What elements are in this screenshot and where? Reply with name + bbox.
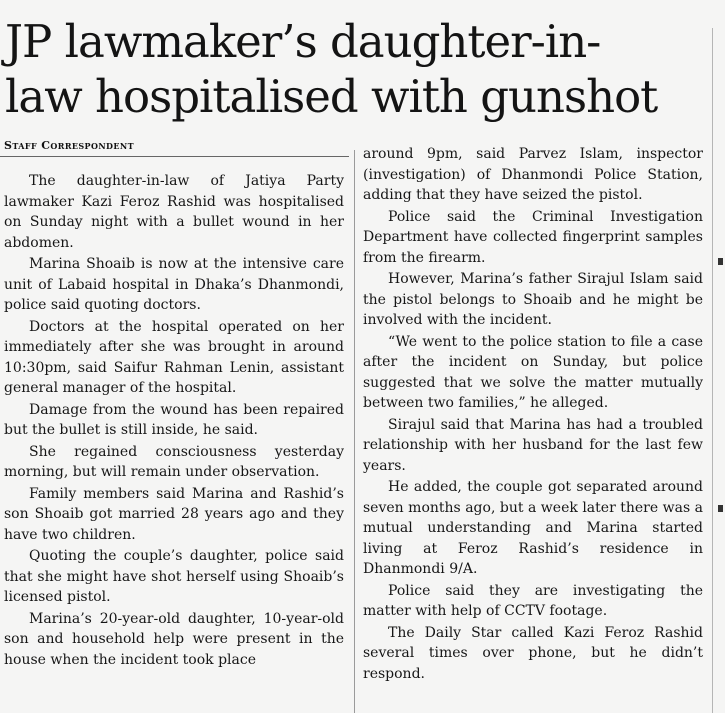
- article-headline: [5, 14, 705, 124]
- paragraph-continued: around 9pm, said Parvez Islam, inspector (investigation) of Dhanmondi Police Station, adding that they have seized the pistol.: [363, 146, 703, 203]
- headline-line-1: JP lawmaker’s daughter-in-: [5, 15, 601, 68]
- paragraph: The daughter-in-law of Jatiya Party lawmaker Kazi Feroz Rashid was hospitalised on Sunday night with a bullet wound in her abdomen.: [4, 173, 344, 251]
- paragraph: The Daily Star called Kazi Feroz Rashid several times over phone, but he didn’t respond.: [363, 624, 703, 682]
- paragraph: Doctors at the hospital operated on her immediately after she was brought in around 10:30pm, said Saifur Rahman Lenin, assistant general manager of the hospital.: [4, 318, 344, 396]
- paragraph: Family members said Marina and Rashid’s son Shoaib got married 28 years ago and they have two children.: [4, 485, 344, 543]
- adjacent-article-edge: [712, 28, 713, 713]
- paragraph: Marina Shoaib is now at the intensive care unit of Labaid hospital in Dhaka’s Dhanmondi, police said quoting doctors.: [4, 256, 344, 313]
- paragraph: However, Marina’s father Sirajul Islam said the pistol belongs to Shoaib and he might be involved with the incident.: [363, 271, 703, 328]
- byline-divider: [0, 156, 349, 157]
- article-column-2: [363, 144, 703, 684]
- headline-line-2: law hospitalised with gunshot: [5, 70, 658, 123]
- paragraph: Sirajul said that Marina has had a troubled relationship with her husband for the last few years.: [363, 416, 703, 474]
- paragraph: Marina’s 20-year-old daughter, 10-year-old son and household help were present in the house when the incident took place: [4, 610, 344, 668]
- paragraph: “We went to the police station to file a case after the incident on Sunday, but police suggested that we solve the matter mutually between two families,” he alleged.: [363, 333, 703, 411]
- article-column-1: [4, 171, 344, 670]
- byline: Staff Correspondent: [4, 139, 134, 152]
- paragraph: Police said the Criminal Investigation Department have collected fingerprint samples from the firearm.: [363, 208, 703, 266]
- paragraph: Damage from the wound has been repaired but the bullet is still inside, he said.: [4, 401, 344, 438]
- column-divider: [354, 150, 355, 713]
- adjacent-text-fragment: [718, 258, 723, 265]
- paragraph: He added, the couple got separated around seven months ago, but a week later there was a mutual understanding and Marina started living at Feroz Rashid’s residence in Dhanmondi 9/A.: [363, 479, 703, 577]
- paragraph: She regained consciousness yesterday morning, but will remain under observation.: [4, 443, 344, 480]
- paragraph: Police said they are investigating the matter with help of CCTV footage.: [363, 582, 703, 619]
- paragraph: Quoting the couple’s daughter, police said that she might have shot herself using Shoaib’s licensed pistol.: [4, 548, 344, 605]
- adjacent-text-fragment: [718, 505, 723, 512]
